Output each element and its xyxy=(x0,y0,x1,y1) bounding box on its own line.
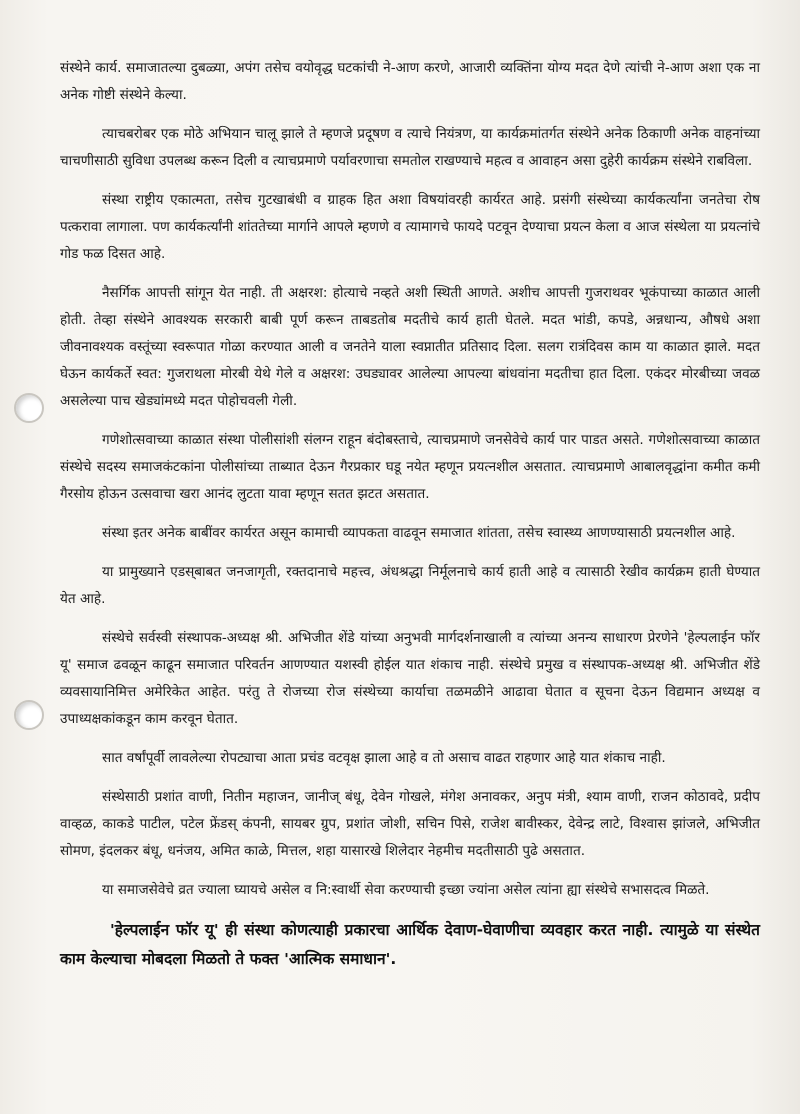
paragraph: या प्रामुख्याने एडस्‌बाबत जनजागृती, रक्तदानाचे महत्त्व, अंधश्रद्धा निर्मूलनाचे कार्य हाती आहे व त्यासाठी रेखीव कार्यक्रम हाती घेण्यात येत आहे. xyxy=(60,564,760,607)
paragraph: गणेशोत्सवाच्या काळात संस्था पोलीसांशी संलग्न राहून बंदोबस्ताचे, त्याचप्रमाणे जनसेवेचे कार्य पार पाडत असते. गणेशोत्सवाच्या काळात संस्थेचे सदस्य समाजकंटकांना पोलीसांच्या ताब्यात देऊन गैरप्रकार घडू नयेत म्हणून प्रयत्नशील असतात. त्याचप्रमाणे आबालवृद्धांना कमीत कमी गैरसोय होऊन उत्सवाचा खरा आनंद लुटता यावा म्हणून सतत झटत असतात. xyxy=(60,432,760,502)
paragraph: संस्था राष्ट्रीय एकात्मता, तसेच गुटखाबंधी व ग्राहक हित अशा विषयांवरही कार्यरत आहे. प्रसंगी संस्थेच्या कार्यकर्त्यांना जनतेचा रोष पत्करावा लागाला. पण कार्यकर्त्यांनी शांततेच्या मार्गाने आपले म्हणणे व त्यामागचे फायदे पटवून देण्याचा प्रयत्न केला व आज संस्थेला या प्रयत्नांचे गोड फळ दिसत आहे. xyxy=(60,192,760,262)
punch-hole xyxy=(14,700,44,730)
document-body xyxy=(60,55,760,974)
paragraph: संस्थेने कार्य. समाजातल्या दुबळ्या, अपंग तसेच वयोवृद्ध घटकांची ने-आण करणे, आजारी व्यक्तिंना योग्य मदत देणे त्यांची ने-आण अशा एक ना अनेक गोष्टी संस्थेने केल्या. xyxy=(60,60,760,103)
paragraph: संस्थेसाठी प्रशांत वाणी, नितीन महाजन, जानीज्‌ बंधू, देवेन गोखले, मंगेश अनावकर, अनुप मंत्री, श्याम वाणी, राजन कोठावदे, प्रदीप वाव्हळ, काकडे पाटील, पटेल फ्रेंडस्‌ कंपनी, सायबर ग्रुप, प्रशांत जोशी, सचिन पिसे, राजेश बावीस्कर, देवेन्द्र लाटे, विश्वास झांजले, अभिजीत सोमण, इंदलकर बंधू, धनंजय, अमित काळे, मित्तल, शहा यासारखे शिलेदार नेहमीच मदतीसाठी पुढे असतात. xyxy=(60,789,760,859)
paragraph: या समाजसेवेचे व्रत ज्याला घ्यायचे असेल व नि:स्वार्थी सेवा करण्याची इच्छा ज्यांना असेल त्यांना ह्या संस्थेचे सभासदत्व मिळते. xyxy=(102,882,710,898)
closing-statement: 'हेल्पलाईन फॉर यू' ही संस्था कोणत्याही प्रकारचा आर्थिक देवाण-घेवाणीचा व्यवहार करत नाही. त्यामुळे या संस्थेत काम केल्याचा मोबदला मिळतो ते फक्त 'आत्मिक समाधान'. xyxy=(60,921,760,968)
paragraph: संस्था इतर अनेक बाबींवर कार्यरत असून कामाची व्यापकता वाढवून समाजात शांतता, तसेच स्वास्थ्य आणण्यासाठी प्रयत्नशील आहे. xyxy=(102,525,736,541)
punch-hole xyxy=(14,393,44,423)
paragraph: सात वर्षांपूर्वी लावलेल्या रोपट्याचा आता प्रचंड वटवृक्ष झाला आहे व तो असाच वाढत राहणार आहे यात शंकाच नाही. xyxy=(102,750,666,766)
paragraph: नैसर्गिक आपत्ती सांगून येत नाही. ती अक्षरश: होत्याचे नव्हते अशी स्थिती आणते. अशीच आपत्ती गुजराथवर भूकंपाच्या काळात आली होती. तेव्हा संस्थेने आवश्यक सरकारी बाबी पूर्ण करून ताबडतोब मदतीचे कार्य हाती घेतले. मदत भांडी, कपडे, अन्नधान्य, औषधे अशा जीवनावश्यक वस्तूंच्या स्वरूपात गोळा करण्यात आली व जनतेने याला स्वप्नातीत प्रतिसाद दिला. सलग रात्रंदिवस काम या काळात झाले. मदत घेऊन कार्यकर्ते स्वत: गुजराथला मोरबी येथे गेले व अक्षरश: उघड्यावर आलेल्या आपल्या बांधवांना मदतीचा हात दिला. एकंदर मोरबीच्या जवळ असलेल्या पाच खेड्यांमध्ये मदत पोहोचवली गेली. xyxy=(60,285,760,409)
paragraph: त्याचबरोबर एक मोठे अभियान चालू झाले ते म्हणजे प्रदूषण व त्याचे नियंत्रण, या कार्यक्रमांतर्गत संस्थेने अनेक ठिकाणी अनेक वाहनांच्या चाचणीसाठी सुविधा उपलब्ध करून दिली व त्याचप्रमाणे पर्यावरणाचा समतोल राखण्याचे महत्व व आवाहन असा दुहेरी कार्यक्रम संस्थेने राबविला. xyxy=(60,126,760,169)
paragraph: संस्थेचे सर्वस्वी संस्थापक-अध्यक्ष श्री. अभिजीत शेंडे यांच्या अनुभवी मार्गदर्शनाखाली व त्यांच्या अनन्य साधारण प्रेरणेने 'हेल्पलाईन फॉर यू' समाज ढवळून काढून समाजात परिवर्तन आणण्यात यशस्वी होईल यात शंकाच नाही. संस्थेचे प्रमुख व संस्थापक-अध्यक्ष श्री. अभिजीत शेंडे व्यवसायानिमित्त अमेरिकेत आहेत. परंतु ते रोजच्या रोज संस्थेच्या कार्याचा तळमळीने आढावा घेतात व सूचना देऊन विद्यमान अध्यक्ष व उपाध्यक्षकांकडून काम करवून घेतात. xyxy=(60,630,760,727)
